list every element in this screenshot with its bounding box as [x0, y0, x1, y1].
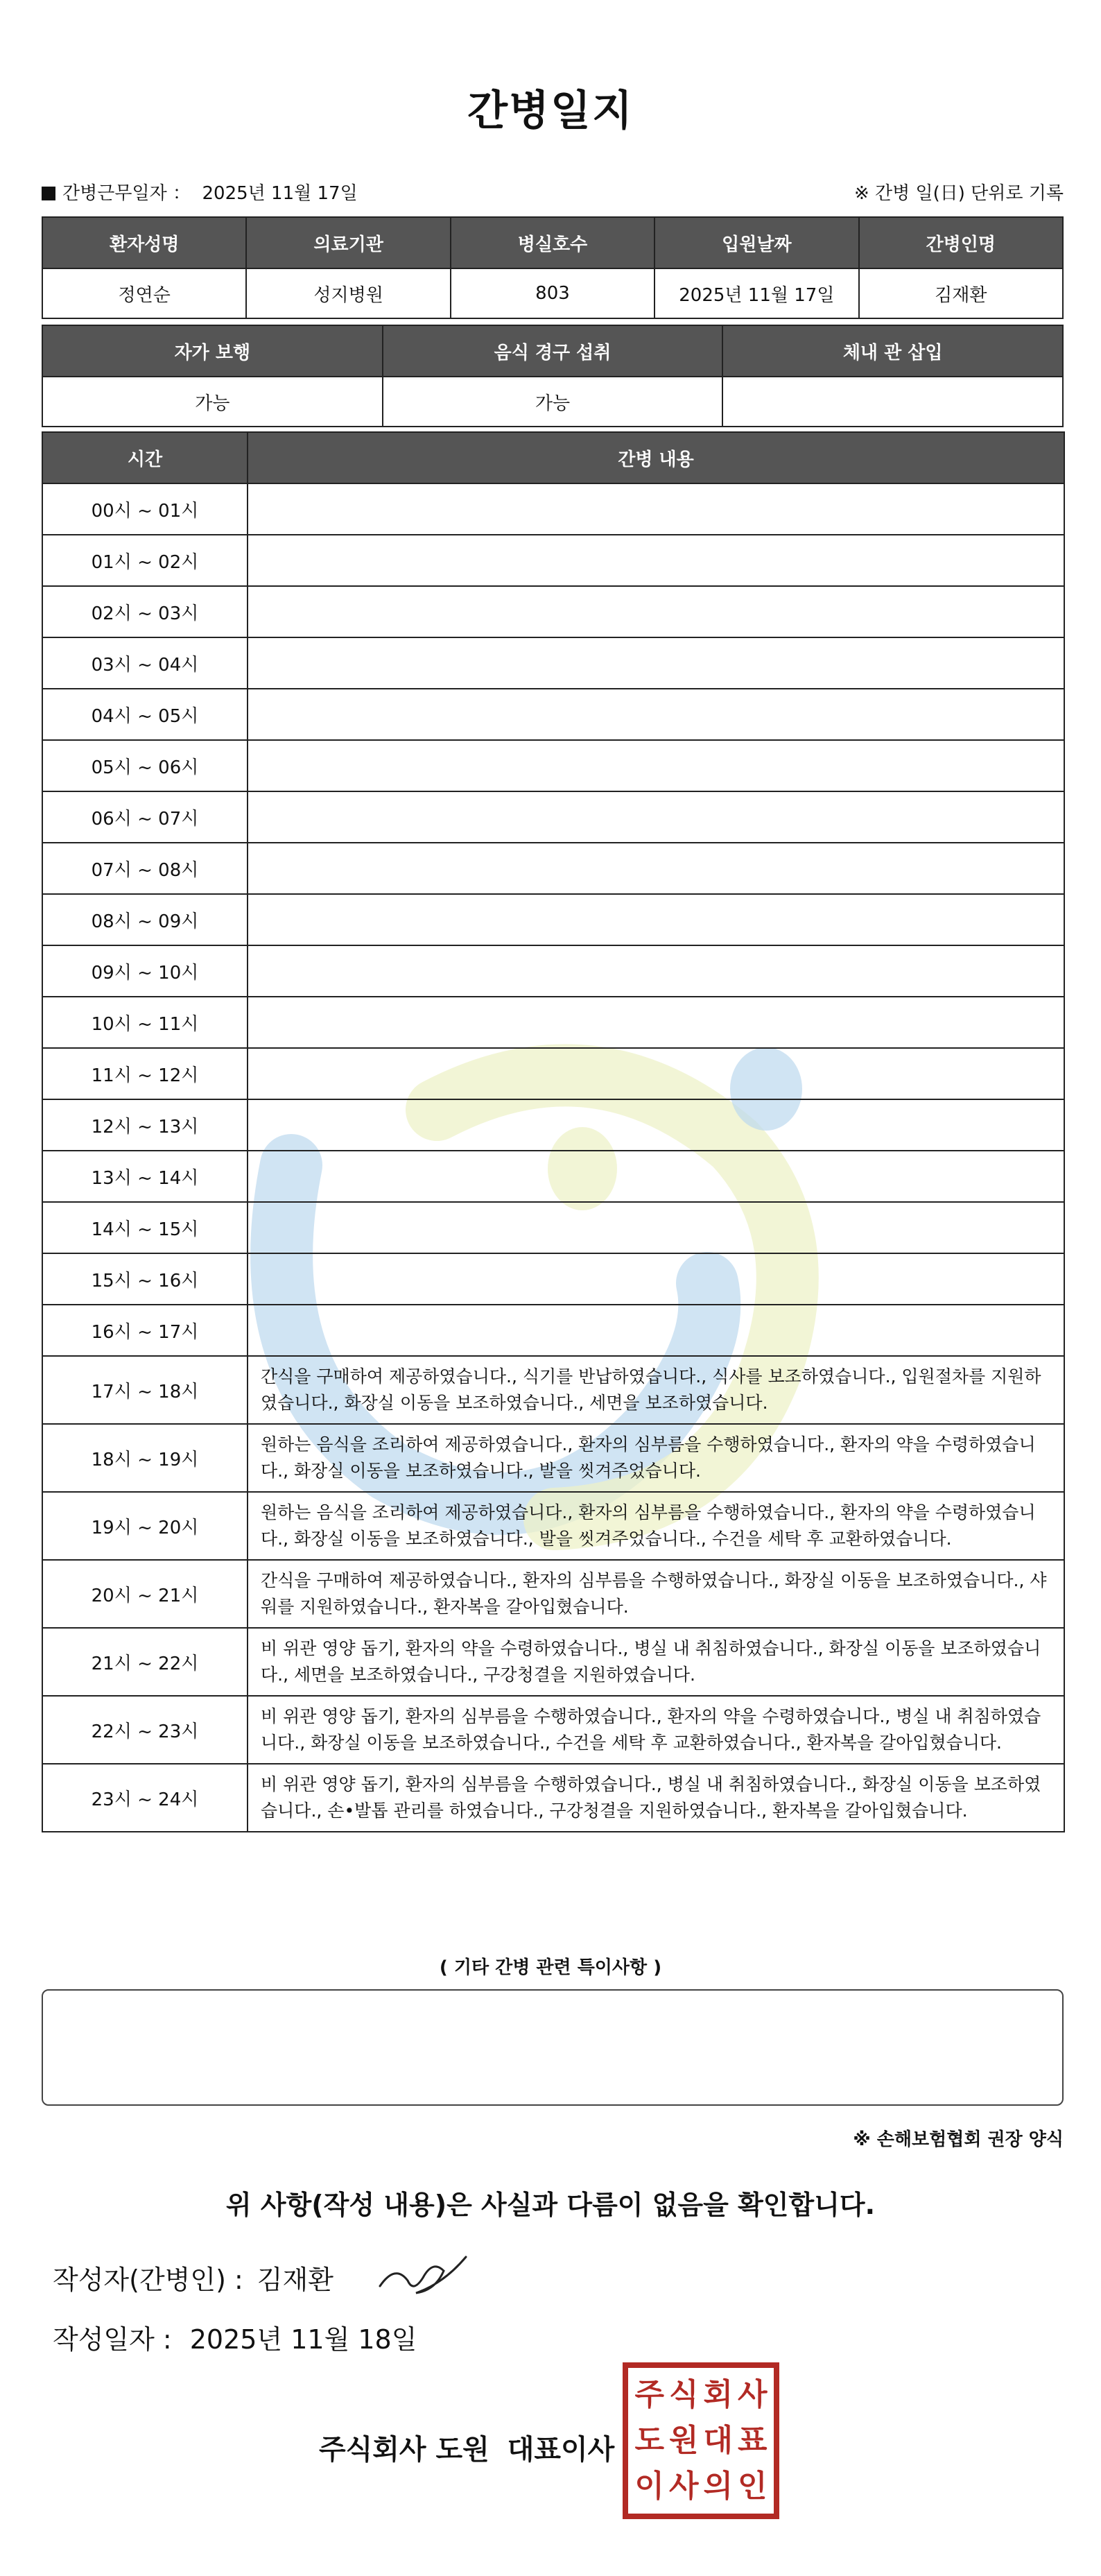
time-slot: 02시 ~ 03시: [42, 586, 248, 637]
care-content: [248, 945, 1064, 997]
room-number: 803: [451, 268, 654, 318]
special-notes-label: ( 기타 간병 관련 특이사항 ): [439, 1957, 662, 1978]
table-row: [42, 1151, 1064, 1202]
seal-char: 회: [703, 2377, 733, 2412]
care-content: [248, 1305, 1064, 1356]
table-row: [42, 1253, 1064, 1305]
header-care-content: 간병 내용: [248, 432, 1064, 483]
caregiver-name: 김재환: [859, 268, 1063, 318]
seal-char: 주: [634, 2377, 664, 2412]
company-name: 주식회사 도원: [319, 2434, 489, 2466]
header-caregiver-name: 간병인명: [859, 217, 1063, 268]
time-slot: 15시 ~ 16시: [42, 1253, 248, 1305]
table-row: [42, 1356, 1064, 1424]
care-content: [248, 1099, 1064, 1151]
table-row: [42, 1628, 1064, 1696]
seal-char: 대: [703, 2423, 733, 2458]
hospital: 성지병원: [246, 268, 450, 318]
care-content: 원하는 음식을 조리하여 제공하였습니다., 환자의 심부름을 수행하였습니다., 환자의 약을 수령하였습니다., 화장실 이동을 보조하였습니다., 발을 씻겨주었습니다., 수건을 세탁 후 교환하였습니다.: [248, 1492, 1064, 1560]
care-content: [248, 535, 1064, 586]
care-log-table: [42, 431, 1065, 1832]
care-content: [248, 997, 1064, 1048]
self-walking-value: 가능: [42, 377, 383, 427]
table-row: [42, 945, 1064, 997]
table-row: [42, 997, 1064, 1048]
care-content: [248, 894, 1064, 945]
table-row: [42, 894, 1064, 945]
table-row: [42, 689, 1064, 740]
care-content: [248, 1253, 1064, 1305]
oral-intake-value: 가능: [383, 377, 723, 427]
table-row: [42, 1492, 1064, 1560]
work-date-value: 2025년 11월 17일: [202, 183, 358, 204]
table-row: [42, 1305, 1064, 1356]
seal-characters: [632, 2372, 770, 2509]
header-self-walking: 자가 보행: [42, 325, 383, 377]
time-slot: 14시 ~ 15시: [42, 1202, 248, 1253]
company-line: [319, 2428, 632, 2467]
header-tube-insertion: 체내 관 삽입: [722, 325, 1063, 377]
table-row: [42, 586, 1064, 637]
written-date-line: [53, 2318, 417, 2356]
care-content: [248, 1151, 1064, 1202]
time-slot: 03시 ~ 04시: [42, 637, 248, 689]
time-slot: 20시 ~ 21시: [42, 1560, 248, 1628]
time-slot: 11시 ~ 12시: [42, 1048, 248, 1099]
time-slot: 07시 ~ 08시: [42, 843, 248, 894]
tube-insertion-value: [722, 377, 1063, 427]
table-row: [42, 1048, 1064, 1099]
seal-char: 사: [668, 2468, 699, 2504]
care-content: [248, 483, 1064, 535]
care-content: 간식을 구매하여 제공하였습니다., 식기를 반납하였습니다., 식사를 보조하였습니다., 입원절차를 지원하였습니다., 화장실 이동을 보조하였습니다., 세면을 보조하였습니다.: [248, 1356, 1064, 1424]
square-bullet-icon: [42, 187, 55, 200]
meta-row: [42, 179, 1064, 207]
care-content: [248, 843, 1064, 894]
seal-char: 식: [668, 2377, 699, 2412]
care-content: 비 위관 영양 돕기, 환자의 심부름을 수행하였습니다., 환자의 약을 수령하였습니다., 병실 내 취침하였습니다., 화장실 이동을 보조하였습니다., 수건을 세탁 후 교환하였습니다., 환자복을 갈아입혔습니다.: [248, 1696, 1064, 1764]
time-slot: 16시 ~ 17시: [42, 1305, 248, 1356]
company-seal-stamp: [623, 2362, 779, 2519]
care-content: [248, 1048, 1064, 1099]
time-slot: 04시 ~ 05시: [42, 689, 248, 740]
time-slot: 08시 ~ 09시: [42, 894, 248, 945]
time-slot: 13시 ~ 14시: [42, 1151, 248, 1202]
header-time: 시간: [42, 432, 248, 483]
seal-char: 표: [737, 2423, 768, 2458]
time-slot: 00시 ~ 01시: [42, 483, 248, 535]
care-content: [248, 586, 1064, 637]
writer-name: 김재환: [257, 2265, 333, 2295]
record-unit-note: ※ 간병 일(日) 단위로 기록: [853, 183, 1064, 204]
header-hospital: 의료기관: [246, 217, 450, 268]
care-content: [248, 740, 1064, 791]
table-row: [42, 1424, 1064, 1492]
care-content: [248, 791, 1064, 843]
patient-info-table: [42, 216, 1064, 319]
table-row: [42, 1696, 1064, 1764]
written-date-label: 작성일자 :: [53, 2324, 172, 2355]
table-row: [42, 535, 1064, 586]
care-log-rows: [42, 483, 1064, 1832]
time-slot: 10시 ~ 11시: [42, 997, 248, 1048]
table-row: [42, 637, 1064, 689]
written-date-value: 2025년 11월 18일: [189, 2324, 417, 2355]
seal-char: 인: [737, 2468, 768, 2504]
work-date-label: 간병근무일자 ：: [62, 183, 191, 204]
header-room-number: 병실호수: [451, 217, 654, 268]
admission-date: 2025년 11월 17일: [654, 268, 858, 318]
seal-char: 도: [634, 2423, 664, 2458]
company-title: 대표이사: [507, 2434, 615, 2466]
patient-ability-table: [42, 325, 1064, 427]
table-row: [42, 1099, 1064, 1151]
time-slot: 12시 ~ 13시: [42, 1099, 248, 1151]
seal-char: 이: [634, 2468, 664, 2504]
care-content: 비 위관 영양 돕기, 환자의 심부름을 수행하였습니다., 병실 내 취침하였습니다., 화장실 이동을 보조하였습니다., 손•발톱 관리를 하였습니다., 구강청결을 지원하였습니다., 환자복을 갈아입혔습니다.: [248, 1764, 1064, 1832]
table-row: [42, 843, 1064, 894]
work-date: [42, 179, 358, 205]
table-row: [42, 740, 1064, 791]
care-content: [248, 689, 1064, 740]
header-admission-date: 입원날짜: [654, 217, 858, 268]
table-row: [42, 791, 1064, 843]
time-slot: 05시 ~ 06시: [42, 740, 248, 791]
time-slot: 19시 ~ 20시: [42, 1492, 248, 1560]
time-slot: 21시 ~ 22시: [42, 1628, 248, 1696]
table-row: [42, 1560, 1064, 1628]
table-row: [42, 483, 1064, 535]
table-row: [42, 1202, 1064, 1253]
care-content: [248, 1202, 1064, 1253]
time-slot: 22시 ~ 23시: [42, 1696, 248, 1764]
writer-label: 작성자(간병인) :: [53, 2265, 243, 2295]
time-slot: 23시 ~ 24시: [42, 1764, 248, 1832]
header-patient-name: 환자성명: [42, 217, 246, 268]
page-title: 간병일지: [467, 87, 634, 135]
patient-name: 정연순: [42, 268, 246, 318]
time-slot: 18시 ~ 19시: [42, 1424, 248, 1492]
writer-line: [53, 2258, 333, 2296]
signature-mark: [374, 2250, 471, 2299]
seal-char: 원: [668, 2423, 699, 2458]
recommended-form-note: ※ 손해보험협회 권장 양식: [853, 2129, 1064, 2150]
confirmation-statement: 위 사항(작성 내용)은 사실과 다름이 없음을 확인합니다.: [225, 2190, 876, 2220]
time-slot: 01시 ~ 02시: [42, 535, 248, 586]
table-row: [42, 1764, 1064, 1832]
care-content: [248, 637, 1064, 689]
care-content: 비 위관 영양 돕기, 환자의 약을 수령하였습니다., 병실 내 취침하였습니다., 화장실 이동을 보조하였습니다., 세면을 보조하였습니다., 구강청결을 지원하였습니다.: [248, 1628, 1064, 1696]
care-content: 원하는 음식을 조리하여 제공하였습니다., 환자의 심부름을 수행하였습니다., 환자의 약을 수령하였습니다., 화장실 이동을 보조하였습니다., 발을 씻겨주었습니다.: [248, 1424, 1064, 1492]
time-slot: 09시 ~ 10시: [42, 945, 248, 997]
time-slot: 17시 ~ 18시: [42, 1356, 248, 1424]
seal-char: 의: [703, 2468, 733, 2504]
seal-char: 사: [737, 2377, 768, 2412]
special-notes-box: [42, 1989, 1064, 2106]
header-oral-intake: 음식 경구 섭취: [383, 325, 723, 377]
care-content: 간식을 구매하여 제공하였습니다., 환자의 심부름을 수행하였습니다., 화장실 이동을 보조하였습니다., 샤워를 지원하였습니다., 환자복을 갈아입혔습니다.: [248, 1560, 1064, 1628]
time-slot: 06시 ~ 07시: [42, 791, 248, 843]
